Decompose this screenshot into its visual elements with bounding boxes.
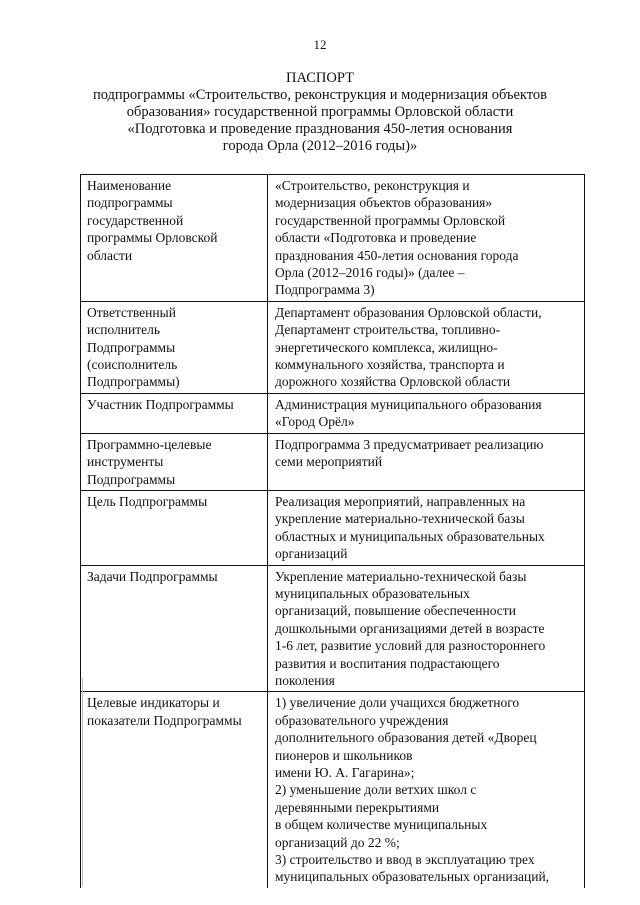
row-value-line: семи мероприятий	[275, 454, 383, 470]
row-value-line: «Город Орёл»	[275, 414, 355, 430]
scan-margin-line	[82, 678, 83, 886]
row-value-line: Орла (2012–2016 годы)» (далее –	[275, 265, 465, 281]
passport-row	[81, 175, 585, 302]
row-label-line: области	[87, 247, 133, 263]
row-value-line: в общем количестве муниципальных	[275, 817, 488, 833]
row-label-line: показатели Подпрограммы	[87, 712, 242, 728]
row-value-line: 1-6 лет, развитие условий для разностороннего	[275, 638, 546, 654]
row-value-line: 2) уменьшение доли ветхих школ с	[275, 782, 477, 798]
passport-row	[81, 433, 585, 490]
row-label-cell	[81, 393, 268, 433]
row-value-line: муниципальных образовательных организаций,	[275, 869, 550, 885]
row-label-line: Подпрограммы	[87, 339, 176, 355]
row-label-line: (соисполнитель	[87, 357, 178, 373]
row-value-cell	[268, 393, 585, 433]
row-value-cell	[268, 692, 585, 888]
row-label-line: подпрограммы	[87, 195, 173, 211]
row-value-cell	[268, 490, 585, 565]
row-value-line: 3) строительство и ввод в эксплуатацию трех	[275, 852, 535, 868]
row-value-line: празднования 450-летия основания города	[275, 247, 519, 263]
row-value-line: области «Подготовка и проведение	[275, 230, 477, 246]
title-line: образования» государственной программы Орловской области	[126, 104, 514, 120]
page-number: 12	[313, 37, 327, 52]
row-value-line: 1) увеличение доли учащихся бюджетного	[275, 695, 520, 711]
row-label-line: Целевые индикаторы и	[87, 695, 220, 711]
row-value-line: Укрепление материально-технической базы	[275, 568, 527, 584]
row-value-line: «Строительство, реконструкция и	[275, 178, 470, 193]
row-label-line: Программно-целевые	[87, 436, 212, 452]
row-value-line: Реализация мероприятий, направленных на	[275, 493, 526, 509]
row-label-line: Цель Подпрограммы	[87, 493, 208, 509]
row-label-line: Задачи Подпрограммы	[87, 568, 218, 584]
row-value-line: дошкольными организациями детей в возрасте	[275, 620, 545, 636]
row-value-line: деревянными перекрытиями	[275, 799, 440, 815]
title-line: города Орла (2012–2016 годы)»	[222, 138, 418, 154]
passport-row	[81, 565, 585, 692]
document-title	[70, 70, 570, 155]
row-value-line: поколения	[275, 672, 335, 688]
row-value-cell	[268, 433, 585, 490]
row-value-cell	[268, 301, 585, 393]
row-label-line: Подпрограммы)	[87, 374, 180, 390]
row-label-line: Подпрограммы	[87, 471, 176, 487]
row-value-line: организаций до 22 %;	[275, 834, 400, 850]
row-label-cell	[81, 433, 268, 490]
row-value-line: дорожного хозяйства Орловской области	[275, 374, 511, 390]
row-value-line: пионеров и школьников	[275, 747, 413, 763]
row-value-cell	[268, 565, 585, 692]
row-value-line: государственной программы Орловской	[275, 212, 506, 228]
row-label-line: исполнитель	[87, 322, 160, 338]
passport-row	[81, 692, 585, 888]
row-value-line: образовательного учреждения	[275, 712, 449, 728]
row-label-line: инструменты	[87, 454, 164, 470]
row-value-line: коммунального хозяйства, транспорта и	[275, 357, 505, 373]
row-value-line: развития и воспитания подрастающего	[275, 655, 500, 671]
row-value-line: энергетического комплекса, жилищно-	[275, 339, 498, 355]
title-heading: ПАСПОРТ	[286, 70, 354, 86]
row-label-line: программы Орловской	[87, 230, 218, 246]
passport-row	[81, 301, 585, 393]
row-label-cell	[81, 565, 268, 692]
row-label-cell	[81, 692, 268, 888]
row-label-line: Наименование	[87, 178, 172, 193]
row-label-line: Ответственный	[87, 304, 176, 320]
row-value-line: муниципальных образовательных	[275, 585, 470, 601]
title-line: «Подготовка и проведение празднования 450-летия основания	[127, 121, 513, 137]
row-label-line: государственной	[87, 212, 184, 228]
row-label-cell	[81, 490, 268, 565]
row-value-line: организаций	[275, 546, 348, 562]
row-label-cell	[81, 175, 268, 302]
row-label-cell	[81, 301, 268, 393]
row-value-line: Подпрограмма 3 предусматривает реализацию	[275, 436, 544, 452]
row-label-line: Участник Подпрограммы	[87, 396, 234, 412]
passport-table	[80, 174, 585, 888]
row-value-line: укрепление материально-технической базы	[275, 511, 525, 527]
row-value-line: Подпрограмма 3)	[275, 282, 375, 298]
passport-row	[81, 490, 585, 565]
row-value-cell	[268, 175, 585, 302]
passport-row	[81, 393, 585, 433]
row-value-line: Департамент строительства, топливно-	[275, 322, 501, 338]
row-value-line: Администрация муниципального образования	[275, 396, 542, 412]
row-value-line: имени Ю. А. Гагарина»;	[275, 765, 415, 780]
title-line: подпрограммы «Строительство, реконструкция и модернизация объектов	[92, 87, 548, 103]
row-value-line: организаций, повышение обеспеченности	[275, 603, 516, 619]
row-value-line: дополнительного образования детей «Дворец	[275, 730, 537, 746]
row-value-line: Департамент образования Орловской области,	[275, 304, 542, 320]
row-value-line: модернизация объектов образования»	[275, 195, 493, 211]
row-value-line: областных и муниципальных образовательных	[275, 528, 545, 544]
